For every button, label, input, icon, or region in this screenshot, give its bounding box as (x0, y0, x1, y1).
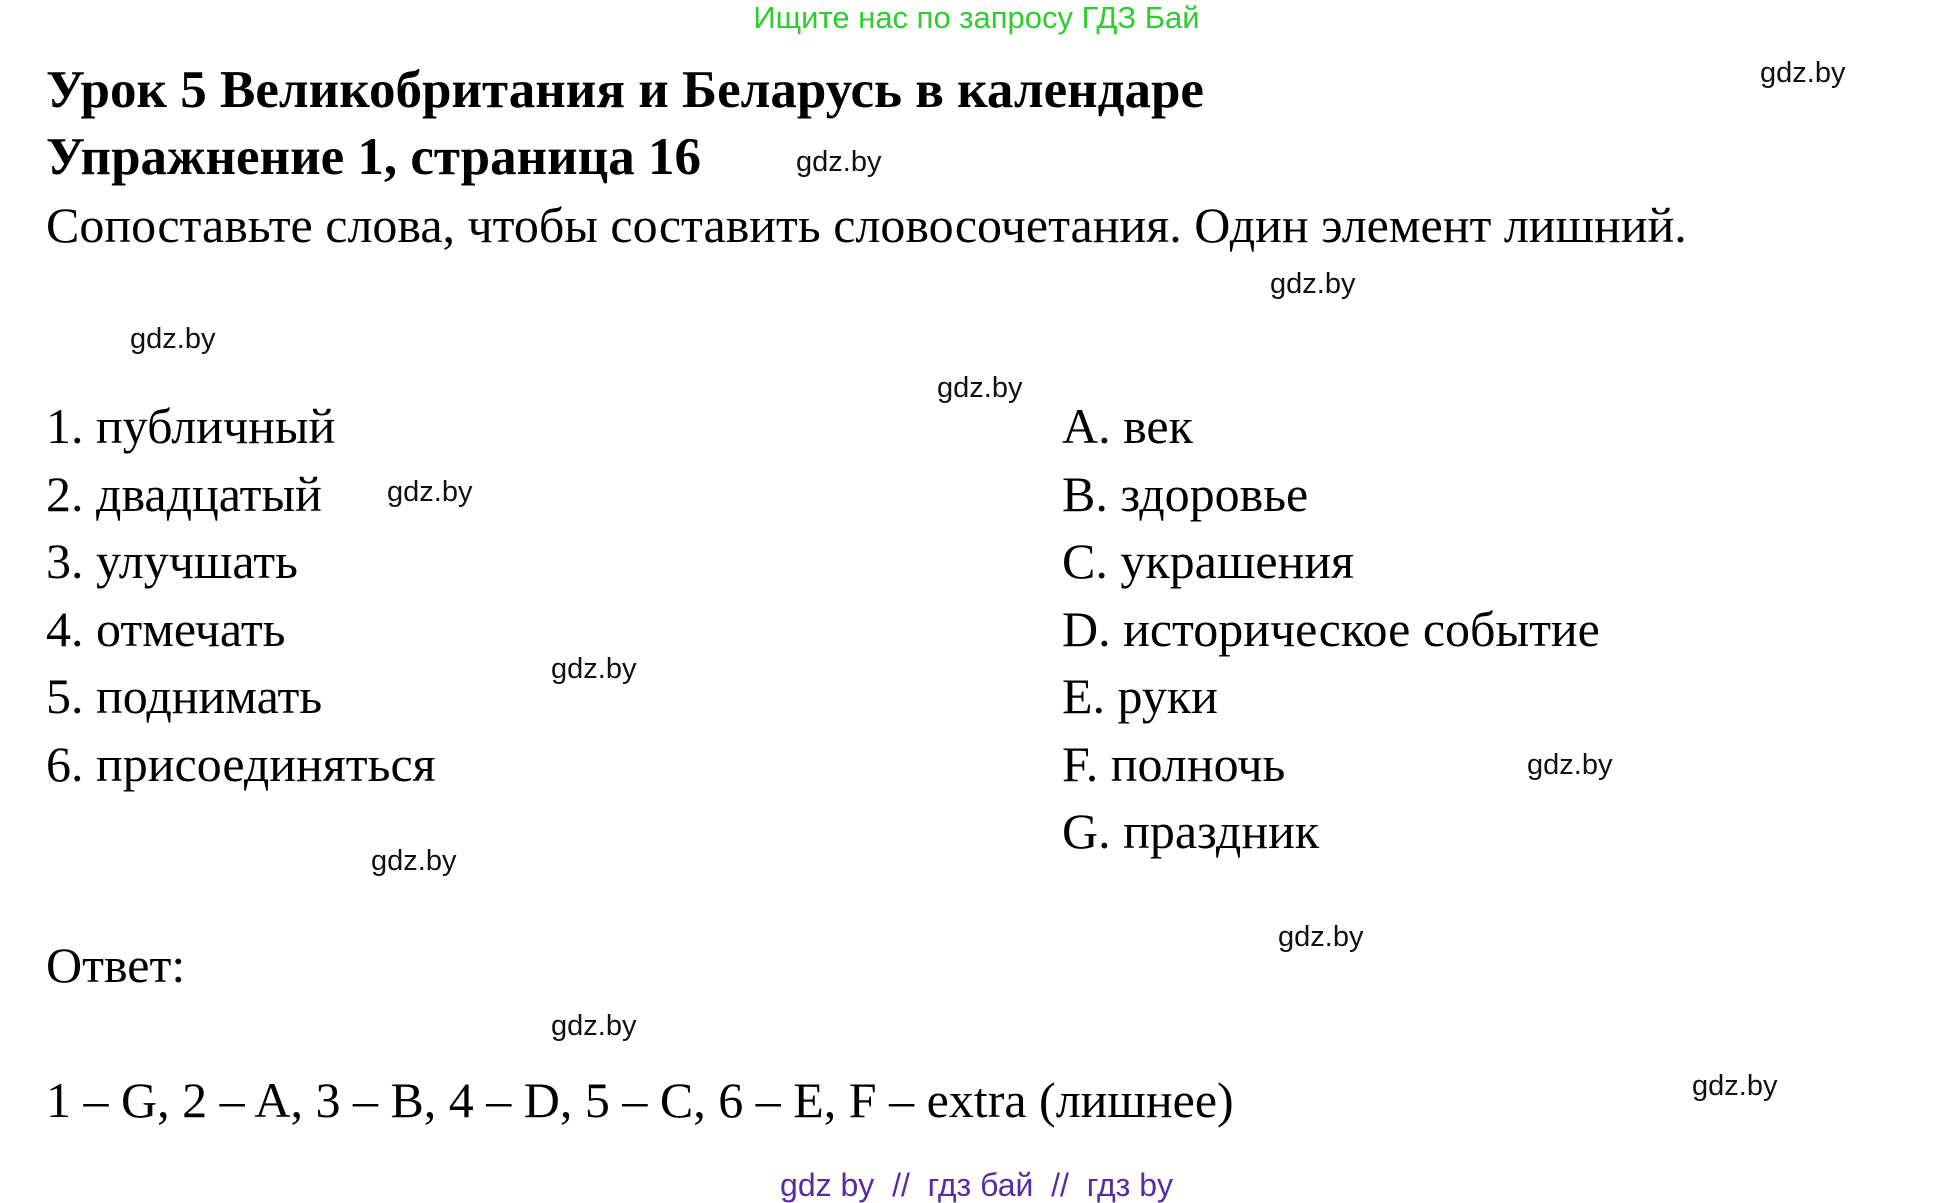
watermark: gdz.by (551, 1010, 637, 1042)
left-item: 5. поднимать (46, 668, 323, 724)
watermark: gdz.by (387, 476, 473, 508)
left-item: 1. публичный (46, 398, 336, 454)
right-item: F. полночь (1062, 736, 1286, 792)
right-item: D. историческое событие (1062, 601, 1600, 657)
watermark: gdz.by (1760, 57, 1846, 89)
answer-label: Ответ: (46, 937, 186, 993)
right-item: C. украшения (1062, 533, 1355, 589)
footer-links: gdz by // гдз бай // гдз by (780, 1167, 1173, 1203)
watermark: gdz.by (1278, 921, 1364, 953)
search-banner: Ищите нас по запросу ГДЗ Бай (753, 0, 1200, 35)
watermark: gdz.by (1270, 268, 1356, 300)
instruction-text: Сопоставьте слова, чтобы составить словосочетания. Один элемент лишний. (46, 197, 1687, 253)
left-item: 4. отмечать (46, 601, 286, 657)
watermark: gdz.by (371, 845, 457, 877)
left-item: 6. присоединяться (46, 736, 436, 792)
right-item: B. здоровье (1062, 466, 1309, 522)
right-item: G. праздник (1062, 803, 1320, 859)
watermark: gdz.by (796, 146, 882, 178)
exercise-title: Упражнение 1, страница 16 (46, 128, 701, 186)
left-item: 3. улучшать (46, 533, 298, 589)
left-item: 2. двадцатый (46, 466, 322, 522)
watermark: gdz.by (130, 323, 216, 355)
right-item: E. руки (1062, 668, 1218, 724)
lesson-title: Урок 5 Великобритания и Беларусь в календаре (46, 61, 1204, 119)
watermark: gdz.by (1527, 749, 1613, 781)
right-item: A. век (1062, 398, 1193, 454)
watermark: gdz.by (937, 372, 1023, 404)
watermark: gdz.by (551, 653, 637, 685)
answer-text: 1 – G, 2 – A, 3 – B, 4 – D, 5 – C, 6 – E, F – extra (лишнее) (46, 1072, 1234, 1128)
watermark: gdz.by (1692, 1070, 1778, 1102)
